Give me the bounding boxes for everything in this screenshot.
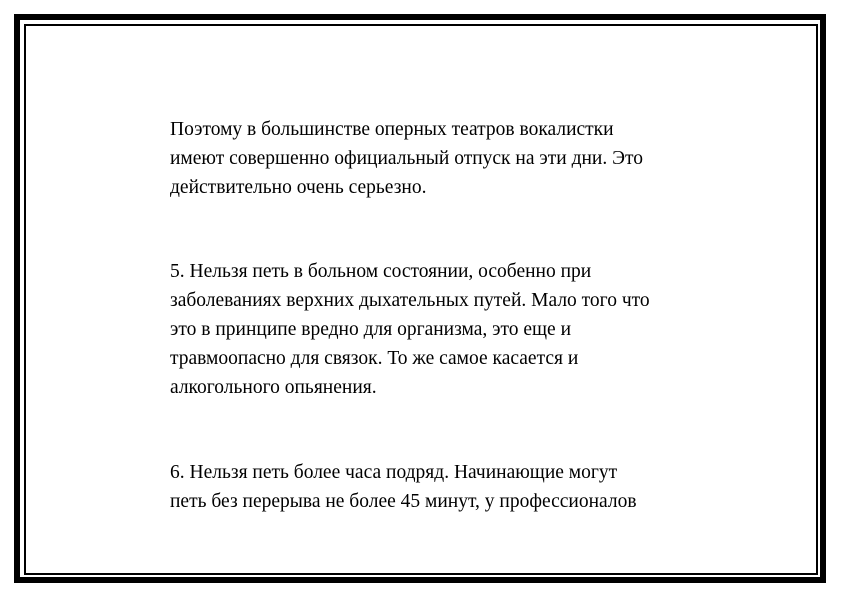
paragraph-rule-5 <box>170 257 650 402</box>
text-line: действительно очень серьезно. <box>170 177 427 198</box>
paragraph-menstruation-leave <box>170 115 643 202</box>
text-line: петь без перерыва не более 45 минут, у профессионалов <box>170 491 637 512</box>
text-line: это в принципе вредно для организма, это еще и <box>170 319 572 340</box>
text-line: Поэтому в большинстве оперных театров вокалистки <box>170 119 614 140</box>
text-line: имеют совершенно официальный отпуск на эти дни. Это <box>170 148 643 169</box>
text-line: травмоопасно для связок. То же самое касается и <box>170 348 579 369</box>
text-line: заболеваниях верхних дыхательных путей. Мало того что <box>170 290 650 311</box>
text-line: алкогольного опьянения. <box>170 377 377 398</box>
text-line: 6. Нельзя петь более часа подряд. Начинающие могут <box>170 462 618 483</box>
text-line: 5. Нельзя петь в больном состоянии, особенно при <box>170 261 592 282</box>
paragraph-rule-6 <box>170 458 637 516</box>
